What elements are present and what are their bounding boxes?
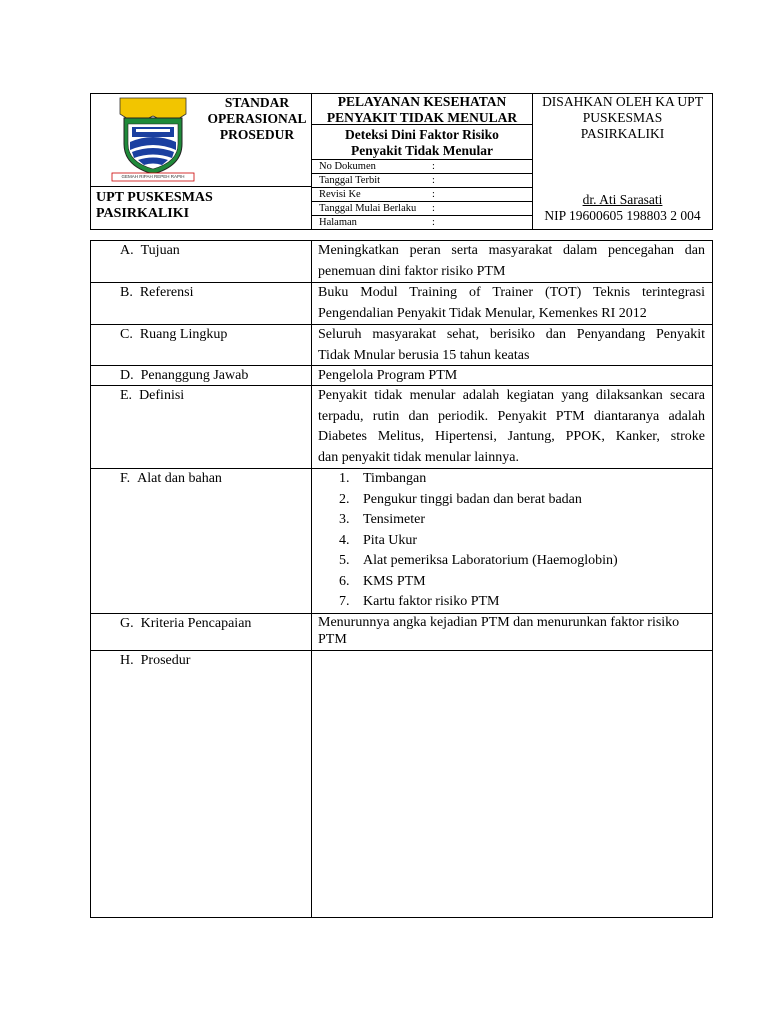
meta-colon: : <box>432 189 435 200</box>
meta-colon: : <box>432 161 435 172</box>
section-title: Tujuan <box>140 243 180 258</box>
section-letter: H. <box>120 653 134 668</box>
content-line: dan penyakit tidak menular lainnya. <box>318 449 519 465</box>
section-title: Ruang Lingkup <box>139 327 228 342</box>
signer-name: dr. Ati Sarasati <box>582 192 663 207</box>
meta-colon: : <box>432 175 435 186</box>
org-name <box>96 190 213 222</box>
list-text: Alat pemeriksa Laboratorium (Haemoglobin) <box>363 553 618 568</box>
section-letter: E. <box>120 388 133 403</box>
sop-line3: PROSEDUR <box>219 127 295 142</box>
approval-line2: PUSKESMAS <box>582 110 663 125</box>
content-line: Diabetes Melitus, Hipertensi, Jantung, PPOK, Kanker, stroke <box>318 429 705 444</box>
section-title: Penanggung Jawab <box>140 368 249 383</box>
content-line: terpadu, rutin dan periodik. Penyakit PTM diantaranya adalah <box>318 408 705 424</box>
content-line: Menurunnya angka kejadian PTM dan menurunkan faktor risiko <box>318 615 680 630</box>
approval-block <box>533 94 712 142</box>
list-number: 5. <box>339 553 350 568</box>
section-b-content <box>318 283 705 324</box>
section-a-content <box>318 241 705 282</box>
section-g-content <box>318 614 705 648</box>
approval-line3: PASIRKALIKI <box>580 126 665 141</box>
list-text: Kartu faktor risiko PTM <box>363 594 500 609</box>
signer-nip: NIP 19600605 198803 2 004 <box>544 208 701 223</box>
section-title: Kriteria Pencapaian <box>140 616 252 631</box>
list-item <box>339 572 426 592</box>
meta-label-revisi-ke: Revisi Ke <box>319 189 361 200</box>
org-name-line1: UPT PUSKESMAS <box>96 190 213 205</box>
section-a-label <box>120 241 180 261</box>
section-title: Definisi <box>139 388 185 403</box>
list-text: Pengukur tinggi badan dan berat badan <box>363 491 582 507</box>
section-title: Alat dan bahan <box>137 471 222 486</box>
document-title <box>312 127 532 159</box>
signer-block <box>533 192 712 224</box>
content-line: penemuan dini faktor risiko PTM <box>318 263 506 279</box>
list-number: 7. <box>339 594 350 609</box>
list-item <box>339 510 425 530</box>
section-c-content <box>318 325 705 366</box>
title-line1: Deteksi Dini Faktor Risiko <box>345 127 499 142</box>
content-line: Buku Modul Training of Trainer (TOT) Teknis terintegrasi <box>318 285 705 300</box>
section-d-content <box>318 366 705 387</box>
list-number: 6. <box>339 573 350 589</box>
section-c-label <box>120 325 227 345</box>
sop-line2: OPERASIONAL <box>207 111 307 126</box>
city-crest-logo <box>110 94 196 182</box>
section-title: Referensi <box>139 285 194 300</box>
section-letter: F. <box>120 471 131 486</box>
meta-label-halaman: Halaman <box>319 217 357 228</box>
section-b-label <box>120 283 194 303</box>
section-e-label <box>120 386 184 406</box>
service-title <box>312 94 532 126</box>
service-line1: PELAYANAN KESEHATAN <box>337 94 507 109</box>
content-line: Meningkatkan peran serta masyarakat dalam pencegahan dan <box>318 243 705 258</box>
section-h-content <box>318 651 705 911</box>
sop-line1: STANDAR <box>224 95 290 110</box>
list-item <box>339 551 618 571</box>
sop-label <box>203 95 311 143</box>
section-e-content <box>318 386 705 468</box>
list-number: 4. <box>339 532 350 548</box>
org-name-line2: PASIRKALIKI <box>96 206 190 221</box>
section-g-label <box>120 614 251 634</box>
section-letter: A. <box>120 243 134 258</box>
meta-label-tanggal-terbit: Tanggal Terbit <box>319 175 381 186</box>
list-text: KMS PTM <box>363 573 426 589</box>
section-letter: B. <box>120 285 133 300</box>
list-item <box>339 469 427 489</box>
list-number: 2. <box>339 491 350 507</box>
meta-label-no-dokumen: No Dokumen <box>319 161 376 172</box>
content-line: Tidak Mnular berusia 15 tahun keatas <box>318 347 530 363</box>
section-title: Prosedur <box>140 653 191 668</box>
meta-colon: : <box>432 217 435 228</box>
meta-colon: : <box>432 203 435 214</box>
title-line2: Penyakit Tidak Menular <box>350 143 494 158</box>
list-text: Pita Ukur <box>363 532 418 548</box>
section-letter: D. <box>120 368 134 383</box>
approval-line1: DISAHKAN OLEH KA UPT <box>542 94 703 109</box>
section-h-label <box>120 651 190 671</box>
content-line: Pengendalian Penyakit Tidak Menular, Kemenkes RI 2012 <box>318 305 647 321</box>
content-line: Pengelola Program PTM <box>318 368 458 383</box>
section-f-label <box>120 469 222 489</box>
service-line2: PENYAKIT TIDAK MENULAR <box>326 110 518 125</box>
logo-motto: GEMAH RIPAH REPEH RAPIH <box>121 174 185 179</box>
content-line: Seluruh masyarakat sehat, berisiko dan Penyandang Penyakit <box>318 327 705 342</box>
list-number: 1. <box>339 471 350 486</box>
list-text: Timbangan <box>363 471 427 486</box>
meta-label-tanggal-mulai-berlaku: Tanggal Mulai Berlaku <box>319 203 417 214</box>
section-letter: C. <box>120 327 133 342</box>
content-line: PTM <box>318 632 347 647</box>
list-text: Tensimeter <box>363 512 425 527</box>
list-item <box>339 490 582 510</box>
list-item <box>339 592 500 612</box>
list-item <box>339 531 418 551</box>
section-d-label <box>120 366 248 386</box>
content-line: Penyakit tidak menular adalah kegiatan yang dilaksankan secara <box>318 388 705 403</box>
section-letter: G. <box>120 616 134 631</box>
list-number: 3. <box>339 512 350 527</box>
